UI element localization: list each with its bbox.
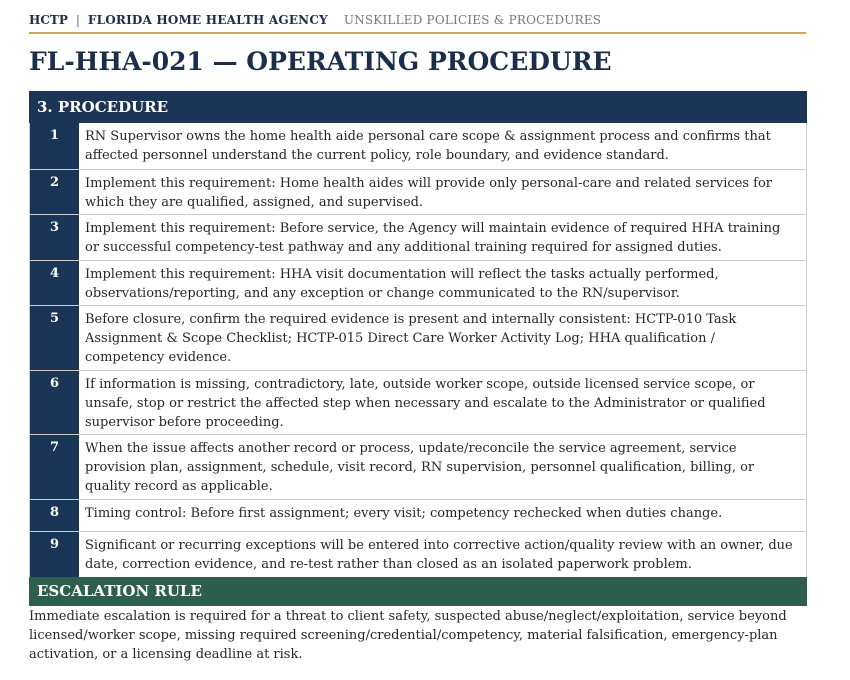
header-section: UNSKILLED POLICIES & PROCEDURES (343, 13, 602, 27)
escalation-heading: ESCALATION RULE (29, 577, 807, 606)
procedure-step (30, 305, 806, 370)
step-text: Timing control: Before first assignment; every visit; competency rechecked when duties change. (85, 506, 723, 521)
procedure-heading: 3. PROCEDURE (29, 91, 807, 123)
step-text: When the issue affects another record or process, update/reconcile the service agreement, service provision plan, assignment, schedule, visit record, RN supervision, personnel qualification, billing, or quality record as applicable. (85, 441, 755, 494)
document-header (29, 8, 806, 34)
procedure-step (30, 260, 806, 305)
step-text: RN Supervisor owns the home health aide personal care scope & assignment process and confirms that affected personnel understand the current policy, role boundary, and evidence standard. (85, 129, 771, 163)
step-text: Before closure, confirm the required evidence is present and internally consistent: HCTP-010 Task Assignment & Scope Checklist; HCTP-015 Direct Care Worker Activity Log; HHA qualification / competency evidence. (85, 312, 737, 365)
step-text: Implement this requirement: Before service, the Agency will maintain evidence of required HHA training or successful competency-test pathway and any additional training required for assigned duties. (85, 221, 781, 255)
step-number: 7 (30, 435, 79, 499)
step-number: 8 (30, 500, 79, 531)
page-title: FL-HHA-021 — OPERATING PROCEDURE (29, 47, 612, 76)
procedure-step (30, 123, 806, 169)
step-text: Significant or recurring exceptions will be entered into corrective action/quality review with an owner, due date, correction evidence, and re-test rather than closed as an isolated paperwork problem. (85, 538, 793, 572)
header-separator: | (75, 13, 80, 27)
header-org: HCTP (29, 13, 68, 27)
procedure-steps (29, 123, 807, 578)
step-number: 2 (30, 170, 79, 214)
step-number: 3 (30, 215, 79, 260)
step-text: If information is missing, contradictory, late, outside worker scope, outside licensed service scope, or unsafe, stop or restrict the affected step when necessary and escalate to the Administrator or qualified supervisor before proceeding. (85, 377, 766, 430)
procedure-step (30, 434, 806, 499)
step-number: 9 (30, 532, 79, 577)
step-number: 6 (30, 371, 79, 434)
step-number: 5 (30, 306, 79, 370)
step-text: Implement this requirement: Home health aides will provide only personal-care and related services for which they are qualified, assigned, and supervised. (85, 176, 773, 210)
step-number: 4 (30, 261, 79, 305)
procedure-step (30, 169, 806, 214)
escalation-text: Immediate escalation is required for a threat to client safety, suspected abuse/neglect/exploitation, service beyond licensed/worker scope, missing required screening/credential/competency, material falsification, emergency-plan activation, or a licensing deadline at risk. (29, 609, 787, 662)
header-agency: FLORIDA HOME HEALTH AGENCY (87, 13, 328, 27)
procedure-step (30, 499, 806, 531)
procedure-section (29, 91, 807, 578)
procedure-step (30, 214, 806, 260)
procedure-step (30, 370, 806, 434)
step-number: 1 (30, 123, 79, 169)
step-text: Implement this requirement: HHA visit documentation will reflect the tasks actually performed, observations/reporting, and any exception or change communicated to the RN/supervisor. (85, 267, 719, 301)
procedure-step (30, 531, 806, 577)
